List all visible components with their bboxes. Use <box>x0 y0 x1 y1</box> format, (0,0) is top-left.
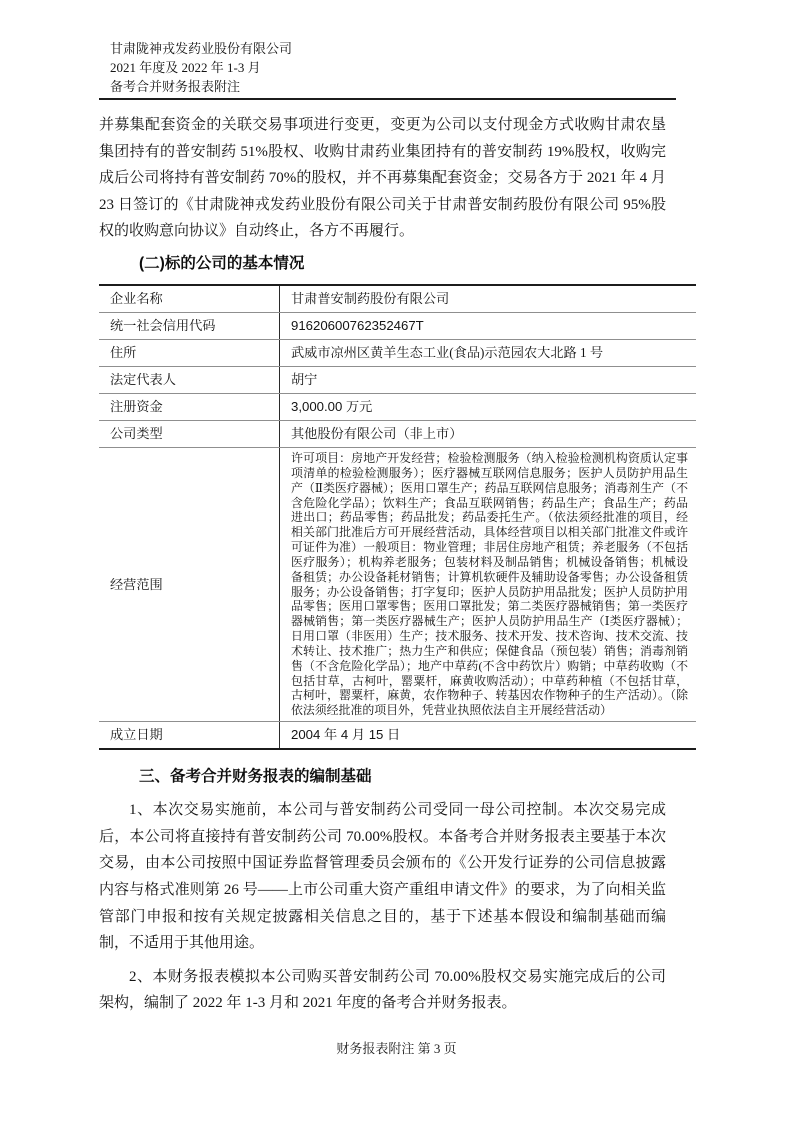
table-row-legal-representative <box>99 367 696 394</box>
table-row-establishment-date <box>99 722 696 748</box>
section2-heading: (二)标的公司的基本情况 <box>139 254 305 272</box>
basis-paragraph-1: 1、本次交易实施前，本公司与普安制药公司受同一母公司控制。本次交易完成后，本公司将直接持有普安制药公司 70.00%股权。本备考合并财务报表主要基于本次交易，由本公司按照中国证券监督管理委员会颁布的《公开发行证券的公司信息披露内容与格式准则第 26 号——上市公司重大资产重组申请文件》的要求，为了向相关监管部门申报和按有关规定披露相关信息之目的，基于下述基本假设和编制基础而编制，不适用于其他用途。 <box>99 802 666 952</box>
table-row-company-type <box>99 421 696 448</box>
row-label: 注册资金 <box>110 398 163 414</box>
row-value: 2004 年 4 月 15 日 <box>279 722 696 748</box>
row-value: 武威市凉州区黄羊生态工业(食品)示范园农大北路 1 号 <box>279 340 696 366</box>
row-value: 胡宁 <box>279 367 696 393</box>
row-label: 住所 <box>110 344 137 360</box>
table-row-credit-code <box>99 313 696 340</box>
row-value: 甘肃普安制药股份有限公司 <box>279 286 696 312</box>
header-doc-title: 备考合并财务报表附注 <box>110 79 241 94</box>
table-row-company-name <box>99 286 696 313</box>
page-header <box>110 39 793 96</box>
header-company-name: 甘肃陇神戎发药业股份有限公司 <box>110 41 293 56</box>
basis-paragraph-2: 2、本财务报表模拟本公司购买普安制药公司 70.00%股权交易实施完成后的公司架构，编制了 2022 年 1-3 月和 2021 年度的备考合并财务报表。 <box>99 968 666 1012</box>
section3-heading: 三、备考合并财务报表的编制基础 <box>139 768 372 786</box>
row-label: 法定代表人 <box>110 371 176 387</box>
page-footer-text: 财务报表附注 第 3 页 <box>336 1041 457 1056</box>
table-row-business-scope <box>99 448 696 722</box>
intro-paragraph: 并募集配套资金的关联交易事项进行变更，变更为公司以支付现金方式收购甘肃农垦集团持有的普安制药 51%股权、收购甘肃药业集团持有的普安制药 19%股权，收购完成后公司将持有普安制药 70%的股权，并不再募集配套资金；交易各方于 2021 年 4 月 23 日签订的《甘肃陇神戎发药业股份有限公司关于甘肃普安制药股份有限公司 95%股权的收购意向协议》自动终止，各方不再履行。 <box>99 117 666 240</box>
row-label: 成立日期 <box>110 727 163 743</box>
header-report-period: 2021 年度及 2022 年 1-3 月 <box>110 60 261 75</box>
basic-info-table <box>99 284 696 750</box>
table-row-address <box>99 340 696 367</box>
row-value: 91620600762352467T <box>279 313 696 339</box>
row-label: 公司类型 <box>110 425 163 441</box>
row-value: 许可项目：房地产开发经营；检验检测服务（纳入检验检测机构资质认定事项清单的检验检测服务）；医疗器械互联网信息服务；医护人员防护用品生产（Ⅱ类医疗器械）；医用口罩生产；药品互联网信息服务；消毒剂生产（不含危险化学品）；饮料生产；食品互联网销售；药品生产；食品生产；药品进出口；药品零售；药品批发；药品委托生产。（依法须经批准的项目，经相关部门批准后方可开展经营活动，具体经营项目以相关部门批准文件或许可证件为准）一般项目：物业管理；非居住房地产租赁；养老服务（不包括医疗服务）；机构养老服务；包装材料及制品销售；机械设备销售；机械设备租赁；办公设备耗材销售；计算机软硬件及辅助设备零售；办公设备租赁服务；办公设备销售；打字复印；医护人员防护用品批发；医护人员防护用品零售；医用口罩零售；医用口罩批发；第二类医疗器械销售；第一类医疗器械销售；第一类医疗器械生产；医护人员防护用品生产（Ⅰ类医疗器械）；日用口罩（非医用）生产；技术服务、技术开发、技术咨询、技术交流、技术转让、技术推广；热力生产和供应；保健食品（预包装）销售；消毒剂销售（不含危险化学品）；地产中草药(不含中药饮片）购销；中草药收购（不包括甘草，古柯叶，罂粟杆，麻黄收购活动）；中草药种植（不包括甘草，古柯叶，罂粟杆，麻黄，农作物种子、转基因农作物种子的生产活动）。（除依法须经批准的项目外，凭营业执照依法自主开展经营活动） <box>279 448 696 721</box>
header-divider <box>99 98 676 100</box>
row-label: 统一社会信用代码 <box>110 317 216 333</box>
table-row-registered-capital <box>99 394 696 421</box>
row-value: 3,000.00 万元 <box>279 394 696 420</box>
row-value: 其他股份有限公司（非上市） <box>279 421 696 447</box>
row-label: 经营范围 <box>110 576 163 592</box>
row-label: 企业名称 <box>110 290 163 306</box>
